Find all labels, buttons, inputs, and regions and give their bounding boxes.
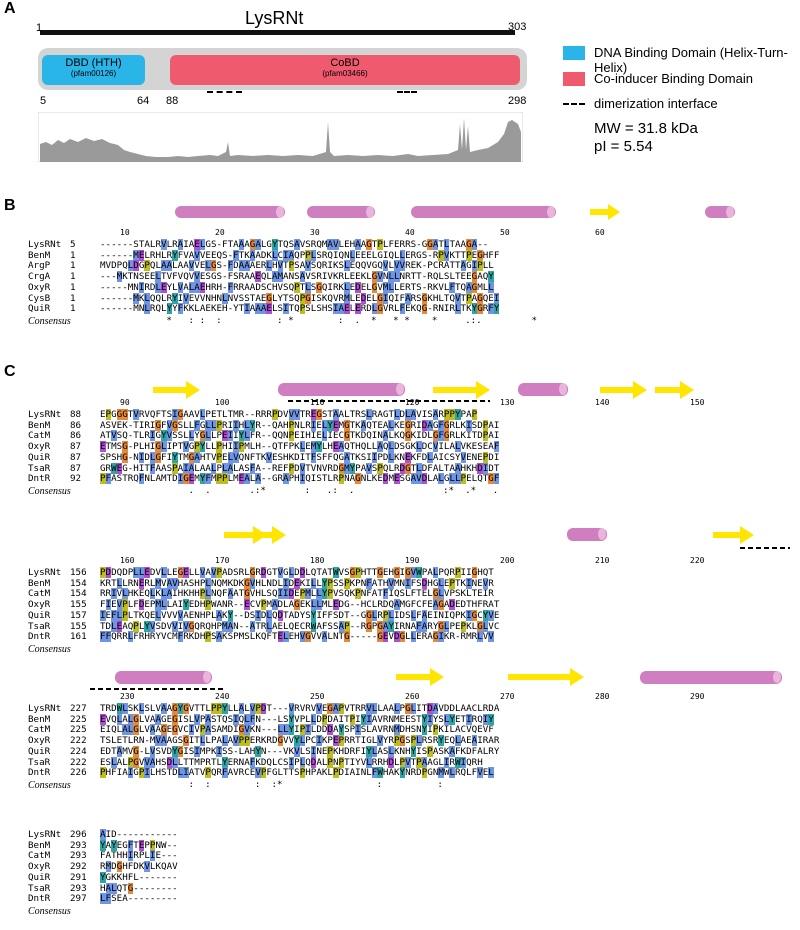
sequence-start-number: 225 bbox=[70, 724, 87, 736]
alignment-block-c3 bbox=[28, 692, 788, 802]
isoelectric-point: pI = 5.54 bbox=[594, 138, 653, 155]
sequence-start-number: 293 bbox=[70, 839, 87, 851]
sequence-start-number: 1 bbox=[70, 281, 76, 293]
strand-c3 bbox=[600, 381, 647, 399]
sequence-residues: FFQRRLFRHRYVCMFRKDHPSAKSPMSLKQFTELEHVGVVALNTG-----GEVDGLLERAGIKR-RMRLVV bbox=[100, 631, 494, 643]
sequence-start-number: 291 bbox=[70, 871, 87, 883]
tick-label: 250 bbox=[310, 692, 325, 701]
sequence-residues: ------MELRHLRYFVAVVEEQS-FTKAADKLCIAQPPLSRQIQNLEEELGIQLLERGS-RPVKTTPEGHFF bbox=[100, 249, 500, 261]
sequence-residues: YAYEGFTEPPNW-- bbox=[100, 839, 178, 851]
alignment-block-c4 bbox=[28, 830, 428, 920]
tick-label: 260 bbox=[405, 692, 420, 701]
consensus-label: Consensus bbox=[28, 905, 71, 917]
sequence-name: LysRNt bbox=[28, 239, 62, 250]
sequence-residues: KRTLLRNERLMVAVHASHPLNQMKDKGVHLNDLIDEKILLYPSSPKPNFATHVMNIFSDHGLEPTKINEVR bbox=[100, 577, 494, 589]
tick-label: 270 bbox=[500, 692, 515, 701]
sequence-name: LysRNt bbox=[28, 567, 62, 578]
strand-b1 bbox=[590, 204, 620, 220]
consensus-symbols: . . .:* : .: . :* .* . bbox=[100, 484, 499, 496]
sequence-start-number: 157 bbox=[70, 609, 87, 621]
sequence-start-number: 225 bbox=[70, 713, 87, 725]
consensus-label: Consensus bbox=[28, 485, 71, 497]
sequence-residues: HALQTG-------- bbox=[100, 882, 178, 894]
dimerization-mark-2 bbox=[397, 91, 417, 93]
helix-c1 bbox=[278, 383, 405, 396]
sequence-start-number: 87 bbox=[70, 451, 82, 463]
sequence-start-number: 222 bbox=[70, 756, 87, 768]
tick-label: 40 bbox=[405, 228, 415, 237]
helix-b2 bbox=[307, 206, 375, 218]
sequence-residues: ESLALPGVVAHSDLLTTMPRTLYERNAFKDQLCSIPLQDALPNPTIYVLRRHDLPVTPAAGLIRWIQRH bbox=[100, 756, 483, 768]
sequence-name: OxyR bbox=[28, 735, 51, 747]
tick-label: 50 bbox=[500, 228, 510, 237]
helix-c4 bbox=[115, 671, 212, 684]
sequence-name: CysB bbox=[28, 292, 51, 304]
sequence-name: QuiR bbox=[28, 451, 51, 463]
sequence-name: BenM bbox=[28, 577, 51, 589]
cobd-start: 88 bbox=[166, 95, 179, 107]
legend-label-dbd: DNA Binding Domain (Helix-Turn-Helix) bbox=[594, 45, 788, 75]
alignment-block-c2 bbox=[28, 556, 788, 656]
tick-label: 130 bbox=[500, 398, 515, 407]
legend-swatch-cobd bbox=[563, 72, 585, 86]
panel-c-letter: C bbox=[4, 363, 16, 380]
tick-row bbox=[100, 556, 780, 567]
sequence-residues: TDLEAQPLYVSDVVIVGQRQHPMAN--ATRLAELQECRWAFSSAP--RGPGAYIRNAFARYGLPEPKLGLVC bbox=[100, 620, 500, 632]
tick-label: 210 bbox=[595, 556, 610, 565]
sequence-start-number: 297 bbox=[70, 893, 87, 905]
sequence-start-number: 1 bbox=[70, 271, 76, 283]
molecular-weight: MW = 31.8 kDa bbox=[594, 120, 698, 137]
sequence-residues: EVQLALGLVAAGEGISLVPASTQSIQLFN---LSYVPLLDPDAITPIYIAVRNMEESTYIYSLYETIRQIY bbox=[100, 713, 494, 725]
helix-b3 bbox=[411, 206, 556, 218]
sequence-start-number: 293 bbox=[70, 850, 87, 862]
tick-label: 60 bbox=[595, 228, 605, 237]
sequence-residues: ------MKLQQLRYIVEVVNHNLNVSSTAEGLYTSQPGISKQVRMLEDELGIQIFARSGKHLTQVTPAGQEI bbox=[100, 292, 500, 304]
legend-dash-dimer bbox=[563, 103, 585, 105]
sequence-start-number: 293 bbox=[70, 882, 87, 894]
sequence-name: CatM bbox=[28, 430, 51, 442]
sequence-residues: EPGGGTVRVQFTSIGAAVLPETLTMR--RRRPDVVVTREGSTAALTRSLRAGTLDLAVISARPPYPAP bbox=[100, 409, 478, 420]
helix-c3 bbox=[567, 528, 607, 541]
sequence-name: BenM bbox=[28, 419, 51, 431]
sequence-start-number: 154 bbox=[70, 588, 87, 600]
sequence-row bbox=[28, 632, 494, 643]
sequence-start-number: 155 bbox=[70, 620, 87, 632]
strand-c1 bbox=[153, 381, 200, 399]
sequence-name: LysRNt bbox=[28, 703, 62, 714]
sequence-start-number: 296 bbox=[70, 829, 87, 840]
panel-b-letter: B bbox=[4, 197, 16, 214]
tick-label: 220 bbox=[690, 556, 705, 565]
sequence-start-number: 161 bbox=[70, 631, 87, 643]
legend-swatch-dbd bbox=[563, 46, 585, 60]
consensus-label: Consensus bbox=[28, 779, 71, 791]
tick-label: 150 bbox=[690, 398, 705, 407]
tick-label: 290 bbox=[690, 692, 705, 701]
strand-c7 bbox=[713, 526, 754, 544]
sequence-name: BenM bbox=[28, 249, 51, 261]
panel-c-secondary-structure-2 bbox=[0, 516, 800, 556]
sequence-residues: PDDQDPLLEDVLLEGELLVAVPADSRLGRDGTVGLDDLQTATWVSGPHTTGEHGIGVWPALPQRPIIGHQT bbox=[100, 567, 494, 578]
protein-start: 1 bbox=[36, 22, 43, 34]
sequence-residues: YGKKHFL------- bbox=[100, 871, 178, 883]
sequence-residues: ASVEK-TIRIGFVGSLLFGLLPRIIHLYR--QAHPNLRIELYEMGTKAQTEALKEGRIDAGFGRLKISDPAI bbox=[100, 419, 500, 431]
sequence-name: LysRNt bbox=[28, 409, 62, 420]
sequence-row bbox=[28, 474, 499, 485]
helix-c5 bbox=[640, 671, 782, 684]
sequence-residues: FATHHIRPLIE--- bbox=[100, 850, 178, 862]
sequence-start-number: 155 bbox=[70, 599, 87, 611]
cobd-pfam: (pfam03466) bbox=[322, 69, 368, 78]
sequence-residues: ------STALRVLRAIAELGS-FTAAAGALGYTQSAVSRQMAVLEHAAGTPLFERRS-GGATLTAAGA-- bbox=[100, 239, 489, 250]
sequence-start-number: 1 bbox=[70, 292, 76, 304]
protein-length-bar bbox=[40, 30, 515, 35]
helix-c2 bbox=[518, 383, 568, 396]
sequence-name: CrgA bbox=[28, 271, 51, 283]
tick-label: 240 bbox=[215, 692, 230, 701]
tick-label: 110 bbox=[310, 398, 325, 407]
consensus-label: Consensus bbox=[28, 315, 71, 327]
sequence-name: OxyR bbox=[28, 441, 51, 453]
sequence-start-number: 86 bbox=[70, 430, 82, 442]
sequence-residues: EIQLALGLVAAGEGVCIVPASAMDIGVKN---LLYIPILDDDAYSPISLAVRNMDHSNYIPKILACVQEVF bbox=[100, 724, 494, 736]
sequence-name: DntR bbox=[28, 631, 51, 643]
alignment-block-b bbox=[28, 228, 788, 333]
dbd-domain bbox=[42, 55, 145, 85]
sequence-residues: AID----------- bbox=[100, 829, 178, 840]
sequence-name: BenM bbox=[28, 713, 51, 725]
sequence-residues: ATVSQ-TLRIGYVSSLLYGLLPEIIYLFR--QQNPEIHIELIECGTKDQINALKQGKIDLGFGRLKITDPAI bbox=[100, 430, 500, 442]
tick-label: 280 bbox=[595, 692, 610, 701]
tick-label: 230 bbox=[120, 692, 135, 701]
sequence-name: QuiR bbox=[28, 609, 51, 621]
tick-row bbox=[100, 398, 780, 409]
protein-end: 303 bbox=[508, 21, 527, 33]
sequence-residues: ---MKTNSEELTVFVQVVESGS-FSRAAEQLAMANSAVSRIVKRLEEKLGVNLLNRTT-RQLSLTEEGAQY bbox=[100, 271, 494, 283]
sequence-name: ArgP bbox=[28, 260, 51, 272]
sequence-start-number: 222 bbox=[70, 735, 87, 747]
sequence-name: DntR bbox=[28, 767, 51, 779]
sequence-name: TsaR bbox=[28, 882, 51, 894]
cobd-title: CoBD bbox=[330, 57, 360, 69]
sequence-residues: EDTAMVG-LVSVDYGISIMPKISS-LAHYN---VKVLSINEPKHDRFIYLASLKNHYISPASKAFKDFALRY bbox=[100, 745, 500, 757]
tick-label: 160 bbox=[120, 556, 135, 565]
tick-label: 170 bbox=[215, 556, 230, 565]
disorder-profile-plot bbox=[38, 112, 523, 162]
sequence-residues: MVDPQLDGPQLAALAAVVELGS-FDAAAERLHVTPSAVSQRIKSLEQQVGQVLVVREK-PCRATTAGIPLL bbox=[100, 260, 494, 272]
sequence-residues: TSLETLRN-MVAAGSGITLLPALAVPPERKRDGVVYLPCIKPEPRRTIGLVYRPGSPLRSRYEQLAEAIRAR bbox=[100, 735, 500, 747]
sequence-start-number: 292 bbox=[70, 861, 87, 873]
sequence-residues: PHFIAIGPILHSTDLIATVPQRFAVRCEVPFGLTTSPHPAKLPDIAINLFWHAKYNRDPGNMWLRQLFVEL bbox=[100, 767, 494, 779]
legend-label-dimer: dimerization interface bbox=[594, 96, 718, 111]
tick-label: 190 bbox=[405, 556, 420, 565]
sequence-residues: TRDWLSKLSLVAAGYGVTTLPPYLLALVPDT---VRVRVVEGAPVTRRVLLAALPGLITDAVDDLAACLRDA bbox=[100, 703, 500, 714]
sequence-name: CatM bbox=[28, 724, 51, 736]
sequence-name: QuiR bbox=[28, 871, 51, 883]
sequence-residues: ------MNLRQLYYFKKLAEKEH-YTIAAAELSITQPSLSHSIAELERDLGVRLFEKQG-RNIRLTKYGRFY bbox=[100, 303, 500, 315]
sequence-start-number: 88 bbox=[70, 409, 82, 420]
sequence-name: DntR bbox=[28, 473, 51, 485]
sequence-residues: -----MNIRDLEYLVALAEHRH-FRRAADSCHVSQPTLSGQIRKLEDELGVMLLERTS-RKVLFTQAGMLL bbox=[100, 281, 494, 293]
consensus-symbols: * : : : : * : . * * * * .:. * bbox=[100, 314, 537, 326]
helix-b1 bbox=[175, 206, 285, 218]
sequence-start-number: 227 bbox=[70, 703, 87, 714]
tick-label: 200 bbox=[500, 556, 515, 565]
sequence-start-number: 154 bbox=[70, 577, 87, 589]
tick-label: 140 bbox=[595, 398, 610, 407]
sequence-start-number: 87 bbox=[70, 462, 82, 474]
tick-row bbox=[100, 228, 780, 239]
sequence-start-number: 86 bbox=[70, 419, 82, 431]
tick-label: 30 bbox=[310, 228, 320, 237]
dbd-start: 5 bbox=[40, 95, 47, 107]
sequence-residues: PFASTRQFNLAMTDIGEMYFMPPLMEALA--GRAPHIQISTLRPNAGNLKEDMESGAVDLALGLLPELQTGF bbox=[100, 473, 500, 485]
tick-label: 90 bbox=[120, 398, 130, 407]
sequence-name: LysRNt bbox=[28, 829, 62, 840]
sequence-residues: GRWEG-HITFAASPAIALAALPLALASFA--REFPDVTVNVRDGMYPAVSPQLRDGTLDFALTAAHKHDIDT bbox=[100, 462, 500, 474]
strand-c9 bbox=[508, 668, 584, 686]
strand-c8 bbox=[396, 668, 444, 686]
sequence-start-number: 5 bbox=[70, 239, 76, 250]
sequence-name: CatM bbox=[28, 850, 51, 862]
panel-a-letter: A bbox=[4, 0, 16, 17]
sequence-name: BenM bbox=[28, 839, 51, 851]
strand-c4 bbox=[655, 381, 694, 399]
tick-label: 10 bbox=[120, 228, 130, 237]
sequence-residues: ETMSG-PLHIGLIPTVGPYLLPHIIPMLH--QTFPKLEMYLHEAQTHQLLAQLDSGKLDCVILALVKESEAF bbox=[100, 441, 500, 453]
tick-label: 180 bbox=[310, 556, 325, 565]
sequence-residues: RMDGHFDKVLKQAV bbox=[100, 861, 178, 873]
sequence-row bbox=[28, 894, 178, 905]
helix-b4 bbox=[705, 206, 735, 218]
sequence-name: TsaR bbox=[28, 620, 51, 632]
sequence-residues: IEFLPLTKQELVVVVAENHPLAKY--DSIDLQDTADYSYIFFSDT--GGLRPLIDSLFAEINIQPKIGCYVE bbox=[100, 609, 500, 621]
sequence-name: OxyR bbox=[28, 599, 51, 611]
strand-c2 bbox=[433, 381, 490, 399]
sequence-start-number: 87 bbox=[70, 441, 82, 453]
sequence-name: OxyR bbox=[28, 281, 51, 293]
sequence-name: DntR bbox=[28, 893, 51, 905]
sequence-residues: FIEVPLFDEPMLLAIYEDHPWANR--ECVPMADLAGEKLLMLEDG--HCLRDQAMGFCFEAGADEDTHFRAT bbox=[100, 599, 500, 611]
sequence-residues: SPSHG-NIDLGFIYTMGAHTVPELVQNFTKVESHKDITFSFFQGATKSIIPDLKNEKFDLAICSYVENEPDI bbox=[100, 451, 500, 463]
sequence-name: QuiR bbox=[28, 745, 51, 757]
tick-label: 20 bbox=[215, 228, 225, 237]
consensus-symbols: : : : :* : : bbox=[100, 778, 443, 790]
alignment-block-c1 bbox=[28, 398, 788, 513]
dbd-title: DBD (HTH) bbox=[65, 57, 122, 69]
sequence-name: TsaR bbox=[28, 756, 51, 768]
sequence-residues: LFSEA--------- bbox=[100, 893, 178, 905]
sequence-name: TsaR bbox=[28, 462, 51, 474]
legend-label-cobd: Co-inducer Binding Domain bbox=[594, 71, 753, 86]
dbd-end: 64 bbox=[137, 95, 150, 107]
sequence-name: CatM bbox=[28, 588, 51, 600]
sequence-residues: RRIVLHKEQLKLAIHKHHPLNQFAATGVHLSQIIDEPMLLYPVSQKPNFATFIQSLFTELGLVPSKLTEIR bbox=[100, 588, 494, 600]
protein-name: LysRNt bbox=[245, 8, 304, 28]
sequence-row bbox=[28, 304, 499, 315]
sequence-start-number: 1 bbox=[70, 303, 76, 315]
sequence-name: QuiR bbox=[28, 303, 51, 315]
sequence-start-number: 92 bbox=[70, 473, 82, 485]
sequence-start-number: 224 bbox=[70, 745, 87, 757]
panel-b-secondary-structure bbox=[0, 200, 800, 230]
tick-label: 100 bbox=[215, 398, 230, 407]
sequence-start-number: 1 bbox=[70, 249, 76, 261]
tick-label: 120 bbox=[405, 398, 420, 407]
tick-row bbox=[100, 692, 780, 703]
consensus-label: Consensus bbox=[28, 643, 71, 655]
dbd-pfam: (pfam00126) bbox=[70, 69, 117, 78]
cobd-end: 298 bbox=[508, 95, 527, 107]
sequence-name: OxyR bbox=[28, 861, 51, 873]
sequence-start-number: 156 bbox=[70, 567, 87, 578]
cobd-domain bbox=[170, 55, 520, 85]
sequence-start-number: 1 bbox=[70, 260, 76, 272]
sequence-row bbox=[28, 768, 494, 779]
dimerization-mark-1 bbox=[207, 91, 242, 93]
sequence-start-number: 226 bbox=[70, 767, 87, 779]
